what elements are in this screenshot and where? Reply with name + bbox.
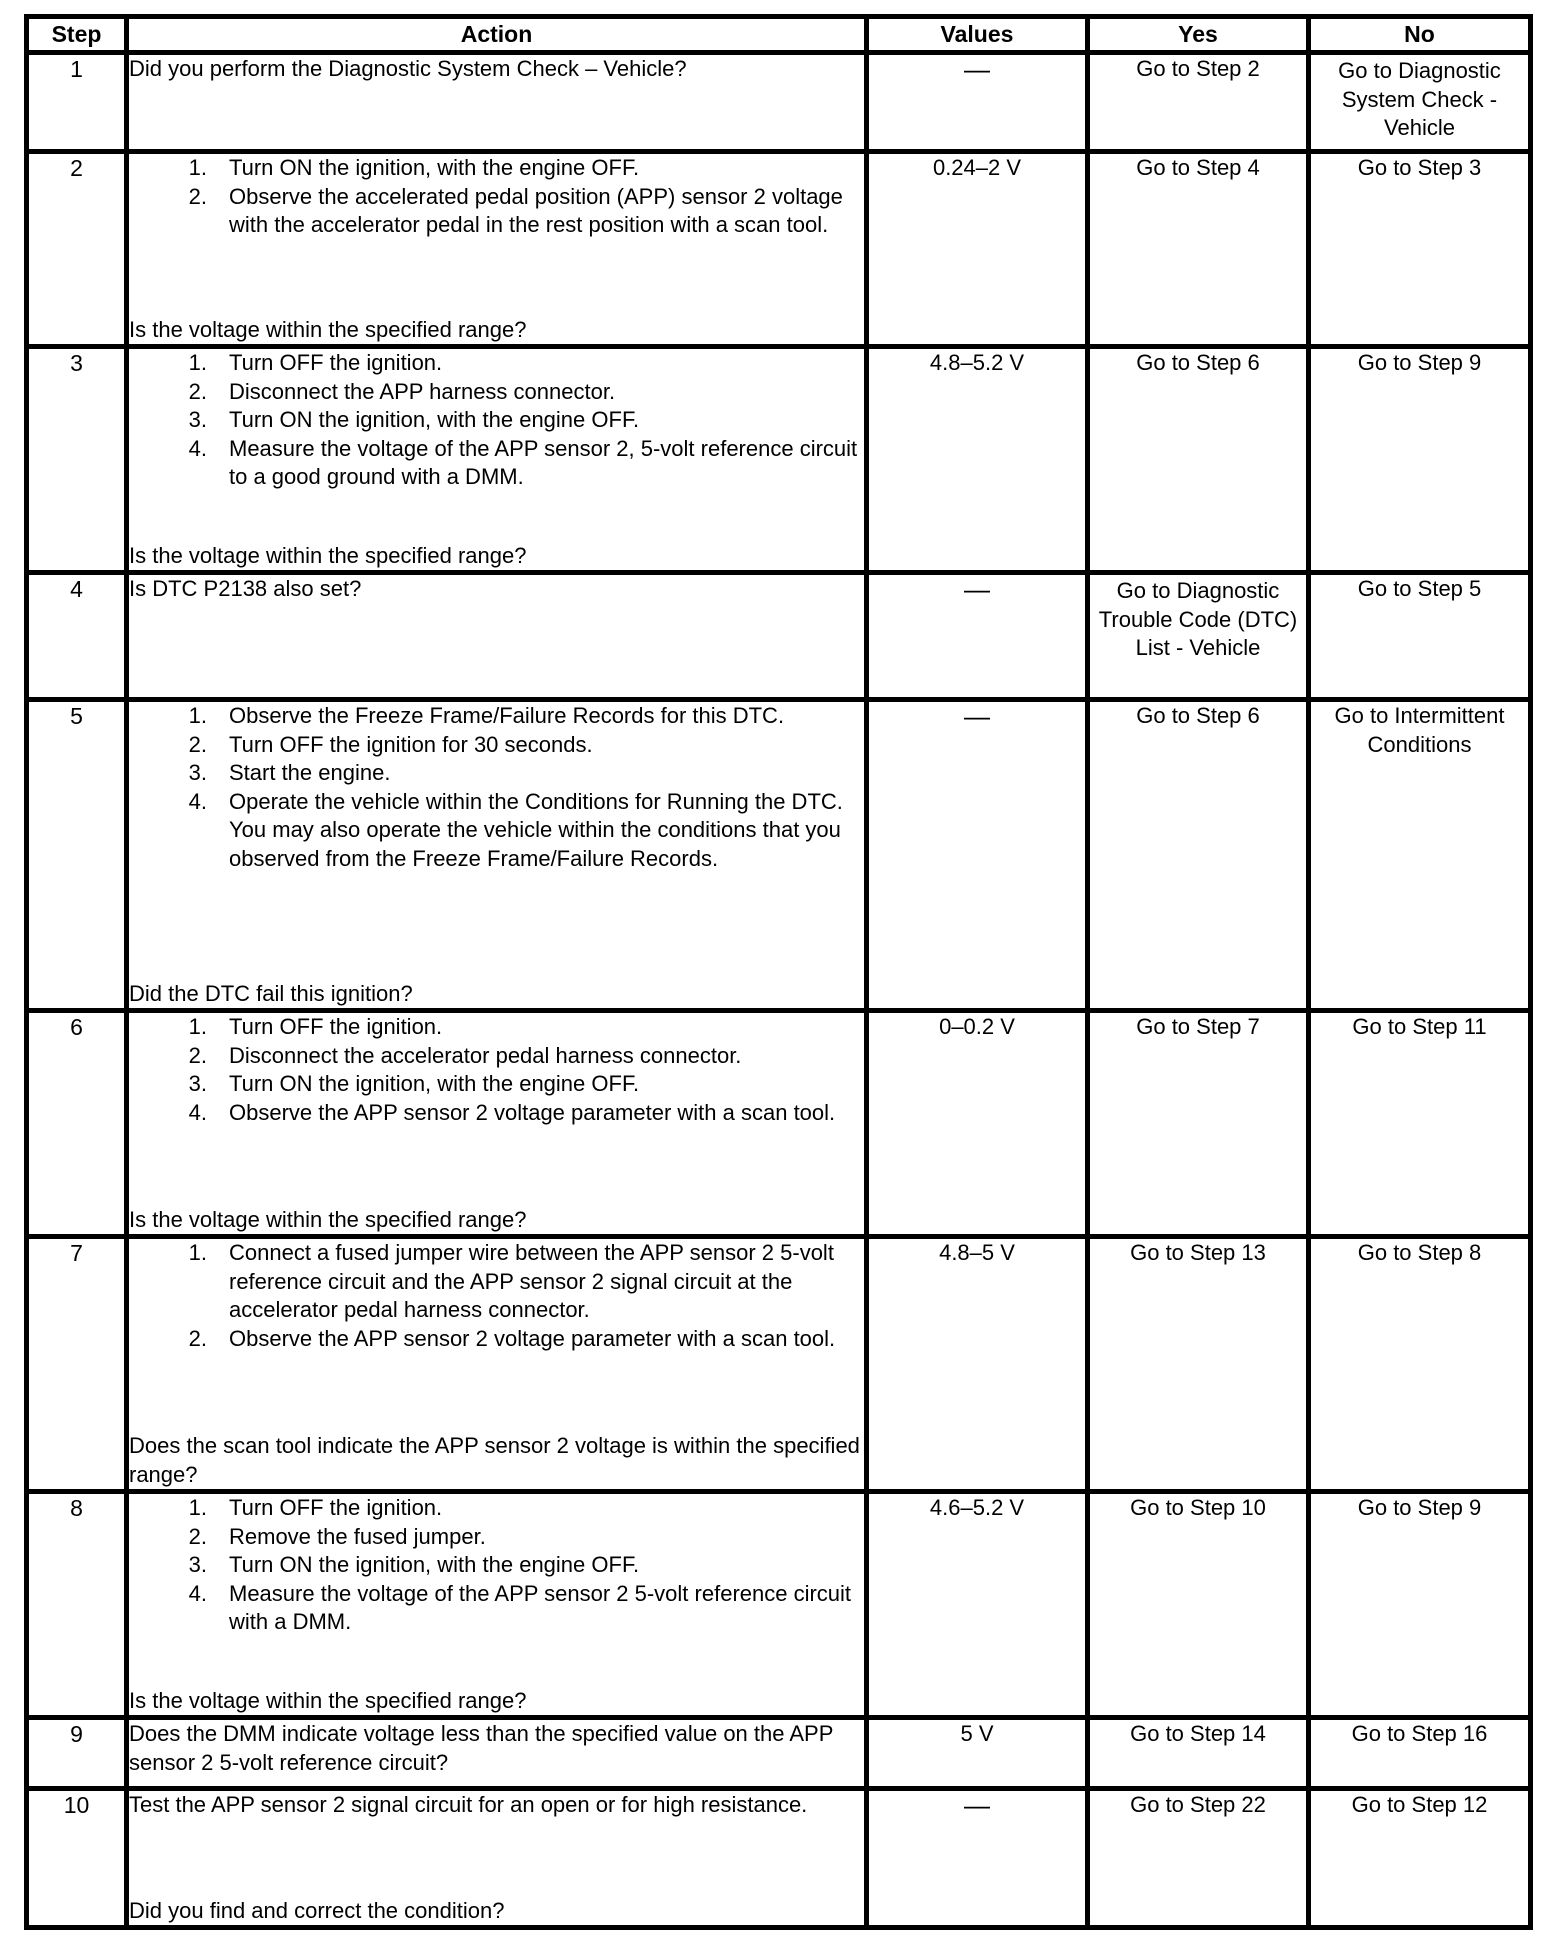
action-cell: [127, 53, 867, 152]
no-cell[interactable]: Go to Step 12: [1309, 1789, 1531, 1928]
table-row: [27, 1718, 1531, 1789]
header-values: Values: [867, 17, 1088, 53]
yes-cell[interactable]: Go to Step 6: [1088, 700, 1309, 1011]
action-step-number: 3.: [188, 760, 207, 785]
yes-cell[interactable]: Go to Step 14: [1088, 1718, 1309, 1789]
action-step-item: [188, 1099, 864, 1128]
action-step-text: Turn ON the ignition, with the engine OFF.: [229, 1552, 640, 1577]
value-cell: 5 V: [867, 1718, 1088, 1789]
action-step-number: 4.: [188, 788, 207, 814]
action-step-number: 2.: [188, 1523, 207, 1549]
action-step-item: [188, 1494, 864, 1523]
action-step-item: [188, 349, 864, 378]
action-step-text: Remove the fused jumper.: [229, 1523, 486, 1549]
action-cell: [127, 1718, 867, 1789]
header-step: Step: [27, 17, 127, 53]
value-cell: 4.6–5.2 V: [867, 1492, 1088, 1718]
action-question: Did the DTC fail this ignition?: [129, 980, 413, 1006]
action-step-number: 4.: [188, 1580, 207, 1606]
action-step-number: 2.: [188, 731, 207, 757]
table-row: [27, 1789, 1531, 1928]
no-cell[interactable]: Go to Step 9: [1309, 1492, 1531, 1718]
action-cell: [127, 1011, 867, 1237]
value-cell: —: [867, 53, 1088, 152]
value-cell: 4.8–5.2 V: [867, 347, 1088, 573]
action-step-text: Turn OFF the ignition.: [229, 350, 443, 375]
header-no: No: [1309, 17, 1531, 53]
action-step-item: [188, 731, 864, 760]
action-question: Is the voltage within the specified range?: [129, 316, 527, 342]
header-action: Action: [127, 17, 867, 53]
action-step-item: [188, 1239, 864, 1325]
step-number: 3: [27, 347, 127, 573]
step-number: 6: [27, 1011, 127, 1237]
action-question: Is the voltage within the specified range?: [129, 542, 527, 568]
action-cell: [127, 1492, 867, 1718]
value-cell: 4.8–5 V: [867, 1237, 1088, 1492]
action-step-number: 1.: [188, 1240, 207, 1265]
header-yes: Yes: [1088, 17, 1309, 53]
action-question: Does the scan tool indicate the APP sensor 2 voltage is within the specified range?: [129, 1433, 860, 1487]
action-cell: [127, 573, 867, 700]
no-cell[interactable]: Go to Intermittent Conditions: [1309, 700, 1531, 1011]
yes-cell[interactable]: Go to Diagnostic Trouble Code (DTC) List - Vehicle: [1088, 573, 1309, 700]
action-steps-list: [129, 154, 864, 240]
action-step-number: 2.: [188, 1325, 207, 1351]
no-cell[interactable]: Go to Step 11: [1309, 1011, 1531, 1237]
action-step-text: Turn OFF the ignition for 30 seconds.: [229, 731, 593, 757]
action-step-number: 3.: [188, 1071, 207, 1096]
action-step-text: Disconnect the APP harness connector.: [229, 378, 616, 404]
action-step-text: Turn ON the ignition, with the engine OFF.: [229, 407, 640, 432]
action-step-number: 4.: [188, 1099, 207, 1125]
yes-cell[interactable]: Go to Step 6: [1088, 347, 1309, 573]
action-steps-list: [129, 1239, 864, 1353]
no-cell[interactable]: Go to Step 9: [1309, 347, 1531, 573]
step-number: 8: [27, 1492, 127, 1718]
step-number: 7: [27, 1237, 127, 1492]
action-step-item: [188, 406, 864, 435]
action-step-text: Disconnect the accelerator pedal harness connector.: [229, 1042, 742, 1068]
yes-cell[interactable]: Go to Step 2: [1088, 53, 1309, 152]
step-number: 2: [27, 152, 127, 347]
action-step-text: Start the engine.: [229, 760, 391, 785]
action-step-text: Turn OFF the ignition.: [229, 1014, 443, 1039]
action-step-number: 2.: [188, 378, 207, 404]
action-cell: [127, 347, 867, 573]
action-step-item: [188, 1042, 864, 1071]
action-step-number: 1.: [188, 350, 207, 375]
value-cell: 0.24–2 V: [867, 152, 1088, 347]
yes-cell[interactable]: Go to Step 4: [1088, 152, 1309, 347]
action-steps-list: [129, 1494, 864, 1637]
no-cell[interactable]: Go to Diagnostic System Check - Vehicle: [1309, 53, 1531, 152]
table-row: [27, 700, 1531, 1011]
action-cell: [127, 1237, 867, 1492]
value-cell: —: [867, 700, 1088, 1011]
table-row: [27, 1011, 1531, 1237]
step-number: 4: [27, 573, 127, 700]
action-step-number: 2.: [188, 183, 207, 209]
table-row: [27, 573, 1531, 700]
action-step-item: [188, 702, 864, 731]
action-step-text: Observe the Freeze Frame/Failure Records for this DTC.: [229, 703, 785, 728]
step-number: 1: [27, 53, 127, 152]
no-cell[interactable]: Go to Step 8: [1309, 1237, 1531, 1492]
step-number: 5: [27, 700, 127, 1011]
action-question: Did you find and correct the condition?: [129, 1897, 505, 1923]
value-cell: —: [867, 573, 1088, 700]
action-question: Did you perform the Diagnostic System Check – Vehicle?: [129, 56, 687, 81]
yes-cell[interactable]: Go to Step 22: [1088, 1789, 1309, 1928]
action-step-text: Observe the APP sensor 2 voltage parameter with a scan tool.: [229, 1099, 836, 1125]
action-step-item: [188, 1070, 864, 1099]
no-cell[interactable]: Go to Step 5: [1309, 573, 1531, 700]
action-step-text: Connect a fused jumper wire between the APP sensor 2 5-volt reference circuit and the APP sensor 2 signal circuit at the accelerator pedal harness connector.: [229, 1240, 834, 1322]
action-question: Does the DMM indicate voltage less than the specified value on the APP sensor 2 5-volt reference circuit?: [129, 1721, 834, 1775]
action-step-number: 1.: [188, 703, 207, 728]
action-step-text: Measure the voltage of the APP sensor 2 5-volt reference circuit with a DMM.: [229, 1580, 852, 1634]
action-cell: [127, 152, 867, 347]
action-step-item: [188, 378, 864, 407]
action-question: Is the voltage within the specified range?: [129, 1206, 527, 1232]
action-step-text: Measure the voltage of the APP sensor 2, 5-volt reference circuit to a good ground with a DMM.: [229, 435, 858, 489]
action-question: Is DTC P2138 also set?: [129, 576, 362, 601]
action-step-text: Operate the vehicle within the Conditions for Running the DTC. You may also operate the vehicle within the conditions that you observed from the Freeze Frame/Failure Records.: [229, 788, 843, 871]
step-number: 9: [27, 1718, 127, 1789]
action-steps-list: [129, 349, 864, 492]
action-step-number: 1.: [188, 1495, 207, 1520]
table-row: [27, 1237, 1531, 1492]
table-row: [27, 1492, 1531, 1718]
action-step-item: [188, 759, 864, 788]
action-step-item: [188, 183, 864, 240]
yes-cell[interactable]: Go to Step 10: [1088, 1492, 1309, 1718]
action-step-number: 3.: [188, 407, 207, 432]
action-step-text: Observe the accelerated pedal position (APP) sensor 2 voltage with the accelerator pedal in the rest position with a scan tool.: [229, 183, 843, 237]
action-step-item: [188, 1551, 864, 1580]
action-step-item: [188, 1523, 864, 1552]
action-cell: [127, 1789, 867, 1928]
no-cell[interactable]: Go to Step 3: [1309, 152, 1531, 347]
action-step-text: Observe the APP sensor 2 voltage parameter with a scan tool.: [229, 1325, 836, 1351]
action-steps-list: [129, 702, 864, 873]
action-step-text: Turn OFF the ignition.: [229, 1495, 443, 1520]
action-step-text: Turn ON the ignition, with the engine OFF.: [229, 1071, 640, 1096]
action-text: Test the APP sensor 2 signal circuit for an open or for high resistance.: [129, 1792, 808, 1817]
action-step-number: 3.: [188, 1552, 207, 1577]
action-step-number: 1.: [188, 1014, 207, 1039]
action-steps-list: [129, 1013, 864, 1127]
action-step-item: [188, 1325, 864, 1354]
action-step-item: [188, 435, 864, 492]
diagnostic-table: [24, 14, 1533, 1930]
action-step-number: 2.: [188, 1042, 207, 1068]
action-step-number: 4.: [188, 435, 207, 461]
table-row: [27, 53, 1531, 152]
header-row: [27, 17, 1531, 53]
no-cell[interactable]: Go to Step 16: [1309, 1718, 1531, 1789]
table-row: [27, 347, 1531, 573]
step-number: 10: [27, 1789, 127, 1928]
action-step-item: [188, 1580, 864, 1637]
yes-cell[interactable]: Go to Step 13: [1088, 1237, 1309, 1492]
value-cell: —: [867, 1789, 1088, 1928]
action-step-item: [188, 1013, 864, 1042]
action-step-item: [188, 788, 864, 874]
yes-cell[interactable]: Go to Step 7: [1088, 1011, 1309, 1237]
action-step-item: [188, 154, 864, 183]
action-cell: [127, 700, 867, 1011]
table-row: [27, 152, 1531, 347]
action-step-number: 1.: [188, 155, 207, 180]
action-step-text: Turn ON the ignition, with the engine OFF.: [229, 155, 640, 180]
value-cell: 0–0.2 V: [867, 1011, 1088, 1237]
action-question: Is the voltage within the specified range?: [129, 1687, 527, 1713]
